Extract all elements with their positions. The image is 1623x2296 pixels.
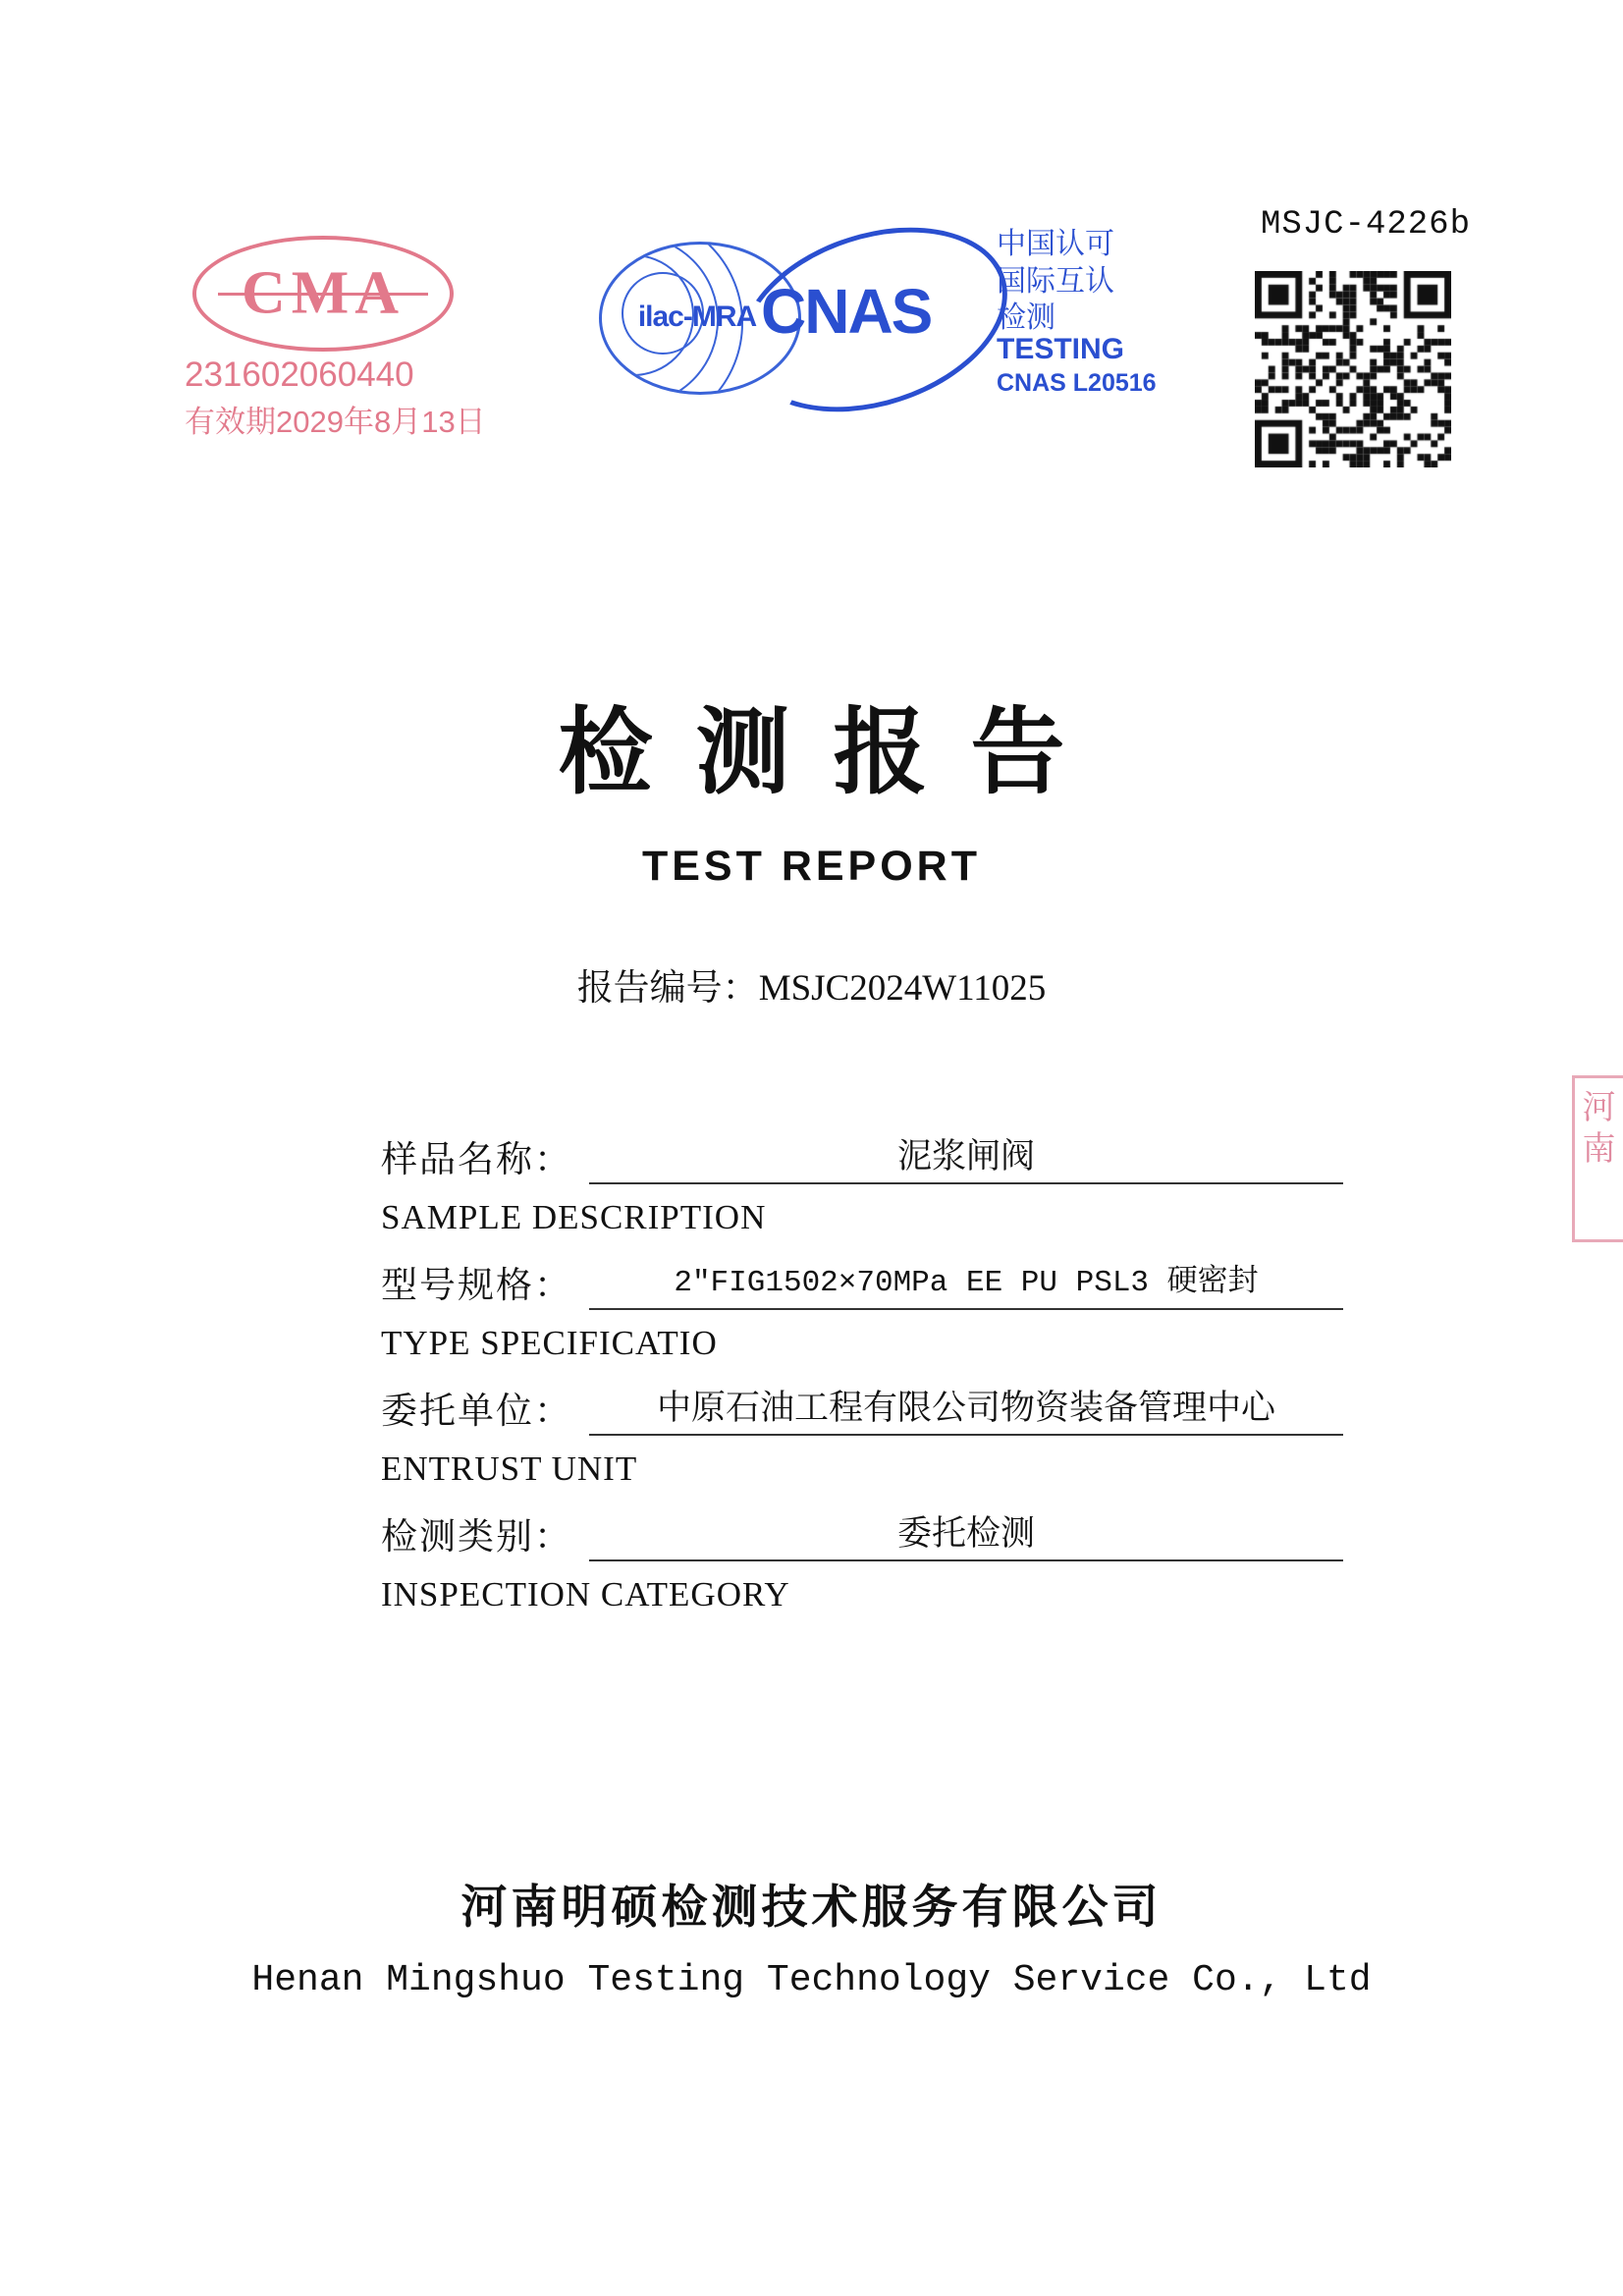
field-value-sample-description: 泥浆闸阀	[589, 1129, 1343, 1184]
side-seal-stamp: 河南	[1572, 1075, 1623, 1242]
field-label-en-entrust-unit: ENTRUST UNIT	[381, 1449, 638, 1488]
document-code: MSJC-4226b	[1260, 206, 1471, 244]
field-entrust-unit	[381, 1381, 1343, 1442]
ilac-mra-label: ilac-MRA	[637, 301, 757, 333]
cnas-cn-line3: 检测	[997, 301, 1055, 334]
cnas-cn-line2: 国际互认	[997, 264, 1114, 298]
cma-oval-icon	[192, 236, 454, 352]
cnas-logo	[589, 224, 1157, 440]
field-label-cn-sample-description: 样品名称：	[381, 1140, 572, 1180]
cnas-cn-line1: 中国认可	[997, 228, 1114, 260]
page-title-en: TEST REPORT	[641, 843, 982, 890]
field-value-inspection-category: 委托检测	[589, 1506, 1343, 1561]
report-number-value: MSJC2024W11025	[758, 968, 1047, 1009]
field-label-en-inspection-category: INSPECTION CATEGORY	[381, 1575, 790, 1613]
report-number-label: 报告编号：	[576, 968, 759, 1009]
field-sample-description	[381, 1129, 1343, 1190]
cma-validity-date: 有效期2029年8月13日	[185, 405, 486, 439]
cnas-accreditation-code: CNAS L20516	[997, 369, 1157, 397]
field-inspection-category	[381, 1506, 1343, 1567]
qr-code	[1255, 271, 1451, 467]
cma-mark-label: CMA	[241, 259, 406, 327]
cnas-wordmark: CNAS	[761, 276, 932, 347]
header-marks-row	[0, 206, 1623, 499]
field-value-type-specification: 2″FIG1502×70MPa EE PU PSL3 硬密封	[589, 1255, 1343, 1310]
field-label-cn-type-specification: 型号规格：	[381, 1266, 572, 1306]
report-number-line	[0, 957, 1623, 1011]
page-title-cn: 检测报告	[558, 700, 1109, 805]
field-label-en-type-specification: TYPE SPECIFICATIO	[381, 1324, 718, 1362]
cnas-chinese-text	[997, 226, 1114, 337]
cma-certificate-number: 231602060440	[185, 355, 414, 394]
company-name-en: Henan Mingshuo Testing Technology Service Co., Ltd	[251, 1959, 1372, 2001]
cnas-testing-label: TESTING	[997, 333, 1125, 365]
sample-info-fields	[381, 1129, 1343, 1632]
field-type-specification	[381, 1255, 1343, 1316]
field-label-cn-entrust-unit: 委托单位：	[381, 1392, 572, 1432]
field-label-en-sample-description: SAMPLE DESCRIPTION	[381, 1198, 767, 1236]
field-label-cn-inspection-category: 检测类别：	[381, 1517, 572, 1558]
cma-stamp	[185, 236, 486, 441]
company-name-cn: 河南明硕检测技术服务有限公司	[460, 1883, 1163, 1934]
field-value-entrust-unit: 中原石油工程有限公司物资装备管理中心	[589, 1381, 1343, 1436]
